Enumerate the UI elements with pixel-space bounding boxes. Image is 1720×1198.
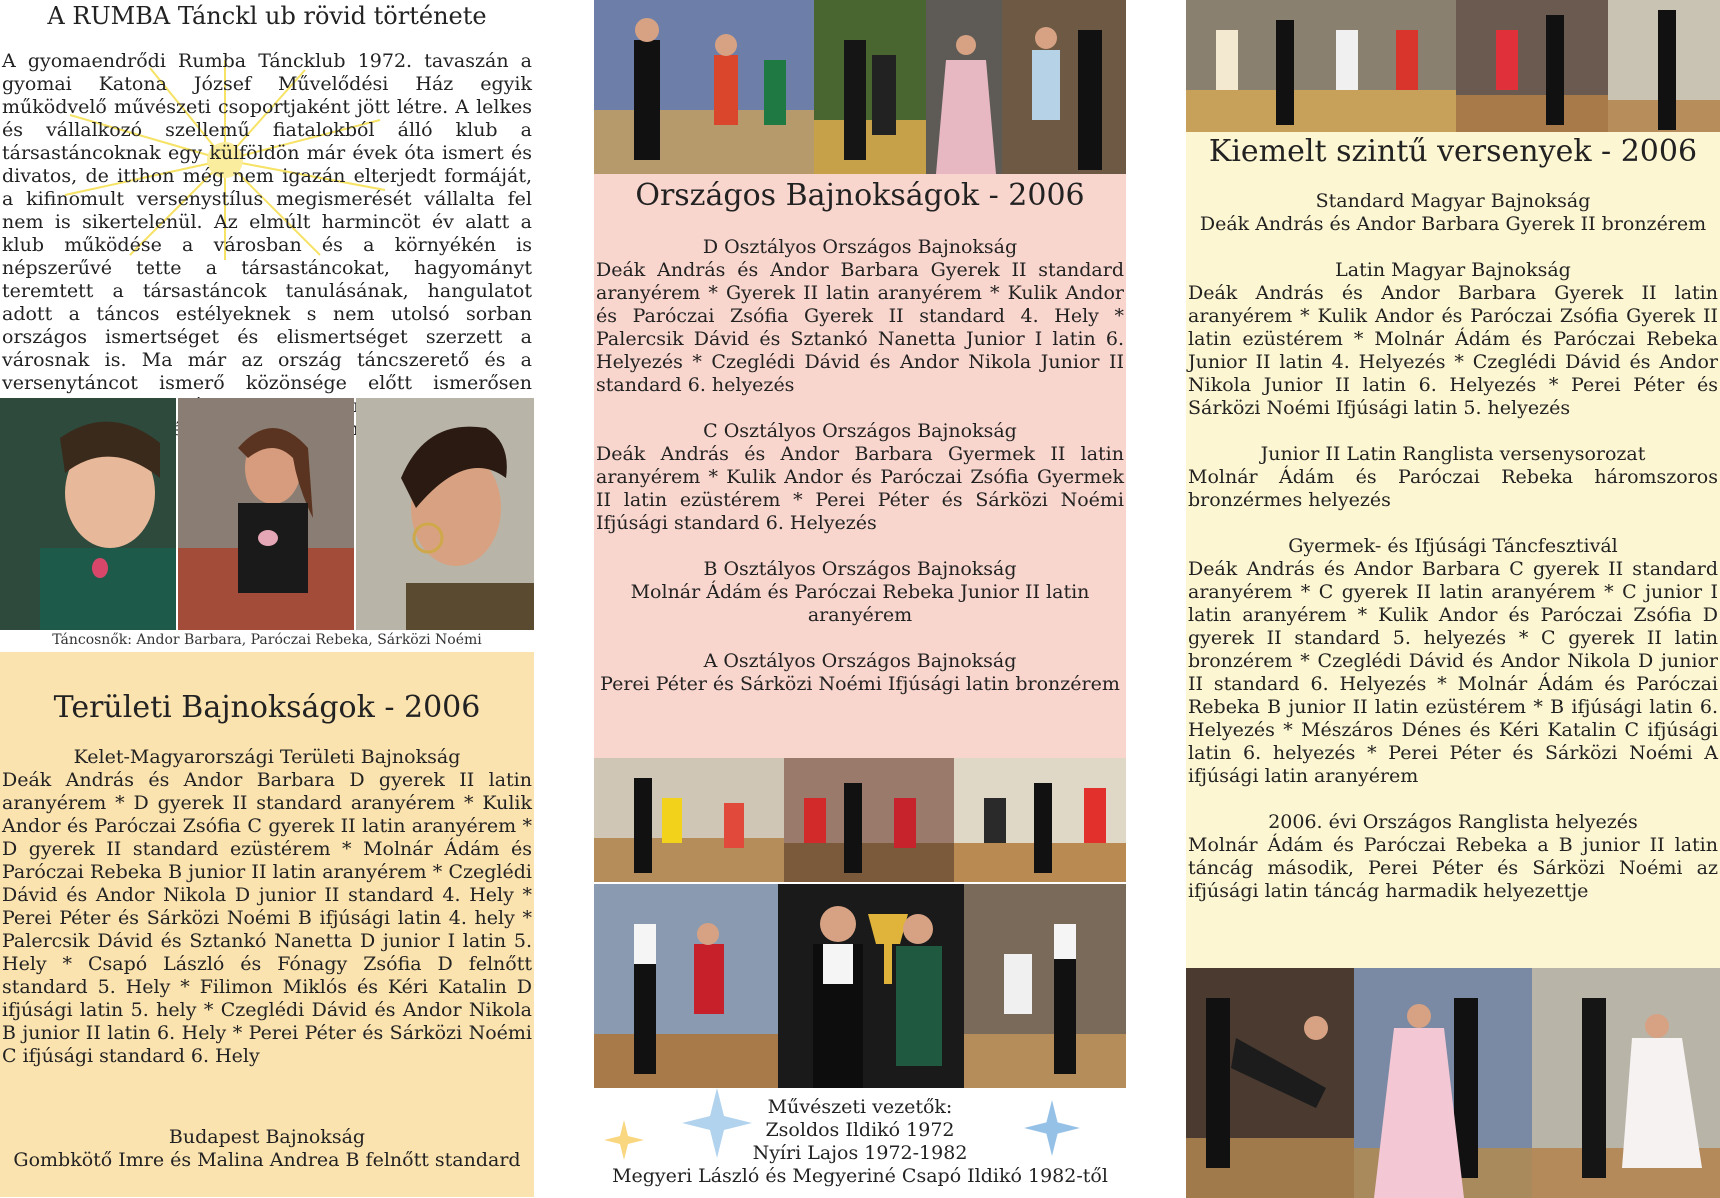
column-club-history — [0, 0, 534, 1182]
leader-item: Nyíri Lajos 1972-1982 — [752, 1142, 968, 1164]
photo-hall-couple-1 — [594, 758, 784, 882]
premier-title: Kiemelt szintű versenyek - 2006 — [1208, 134, 1698, 169]
section-heading: D Osztályos Országos Bajnokság — [702, 236, 1018, 258]
section-text: Molnár Ádám és Paróczai Rebeka Junior II latin aranyérem — [630, 581, 1090, 626]
photo-competition-1 — [1186, 0, 1456, 132]
section-heading: 2006. évi Országos Ranglista helyezés — [1268, 811, 1638, 833]
section-heading: C Osztályos Országos Bajnokság — [703, 420, 1017, 442]
portrait-sarkozi-noemi — [356, 398, 534, 630]
photo-standard-couple — [814, 0, 926, 174]
standard-hungarian-championship — [1186, 190, 1720, 236]
section-text: Deák András és Andor Barbara Gyermek II latin aranyérem * Kulik Andor és Paróczai Zsófia Gyermek II latin ezüstérem * Perei Péter és Sárközi Noémi Ifjúsági standard 6. Helyezés — [596, 443, 1124, 534]
premier-sections — [1186, 190, 1720, 903]
junior-latin-ranking-series — [1186, 443, 1720, 512]
photo-latin-children — [594, 884, 778, 1088]
national-championships-box — [594, 174, 1126, 758]
photo-caption: Táncosnők: Andor Barbara, Paróczai Rebeka, Sárközi Noémi — [52, 632, 482, 648]
section-heading: Gyermek- és Ifjúsági Táncfesztivál — [1288, 535, 1618, 557]
competition-photo-strip-bottom — [1186, 968, 1720, 1198]
section-text: Perei Péter és Sárközi Noémi Ifjúsági latin bronzérem — [600, 673, 1120, 695]
national-title: Országos Bajnokságok - 2006 — [635, 178, 1085, 213]
photo-latin-dip — [1186, 968, 1354, 1198]
photo-trophy-children — [778, 884, 964, 1088]
section-text: Gombkötő Imre és Malina Andrea B felnőtt standard — [13, 1149, 521, 1171]
ballroom-photo-strip-bottom — [594, 884, 1126, 1088]
budapest-section — [0, 1126, 534, 1172]
photo-standard-children — [964, 884, 1126, 1088]
east-hungary-section — [0, 746, 534, 1068]
photo-competition-2 — [1456, 0, 1608, 132]
section-text: Deák András és Andor Barbara Gyerek II bronzérem — [1199, 213, 1707, 235]
section-heading: Kelet-Magyarországi Területi Bajnokság — [73, 746, 461, 768]
section-text: Deák András és Andor Barbara C gyerek II standard aranyérem * C gyerek II latin aranyérem * C junior I latin aranyérem * Kulik Andor és Paróczai Zsófia D gyerek II standard 5. helyezés * C gyerek II latin bronzérem * Czeglédi Dávid és Andor Nikola D junior II standard 6. Helyezés * Molnár Ádám és Paróczai Rebeka B junior II latin ezüstérem * B ifjúsági latin 6. Helyezés * Mészáros Dénes és Kéri Katalin C ifjúsági latin 6. helyezés * Perei Péter és Sárközi Noémi A ifjúsági latin aranyérem — [1188, 558, 1718, 787]
d-class-section — [594, 236, 1126, 397]
section-heading: Standard Magyar Bajnokság — [1315, 190, 1591, 212]
leaders-heading: Művészeti vezetők: — [767, 1096, 953, 1118]
competition-photo-strip-top — [1186, 0, 1720, 132]
leader-item: Zsoldos Ildikó 1972 — [765, 1119, 955, 1141]
photo-hall-couple-3 — [954, 758, 1126, 882]
regional-title: Területi Bajnokságok - 2006 — [53, 690, 481, 725]
photo-latin-girl — [1002, 0, 1126, 174]
photo-ballgown-couple — [926, 0, 1002, 174]
ballroom-photo-strip-top — [594, 0, 1126, 174]
section-text: Deák András és Andor Barbara D gyerek II latin aranyérem * D gyerek II standard aranyérem * Kulik Andor és Paróczai Zsófia C gyerek II latin aranyérem * D gyerek II standard ezüstérem * Molnár Ádám és Paróczai Rebeka B junior II latin aranyérem * Czeglédi Dávid és Andor Nikola D junior II standard 4. Hely * Perei Péter és Sárközi Noémi B ifjúsági latin 4. hely * Palercsik Dávid és Sztankó Nanetta D junior I latin 5. Hely * Csapó László és Fónagy Zsófia D felnőtt standard 5. Hely * Filimon Miklós és Kéri Katalin D ifjúsági latin 5. hely * Czeglédi Dávid és Andor Nikola B junior II latin 6. Hely * Perei Péter és Sárközi Noémi C ifjúsági standard 6. Hely — [2, 769, 532, 1067]
section-heading: Junior II Latin Ranglista versenysorozat — [1260, 443, 1646, 465]
national-sections — [594, 236, 1126, 696]
national-ranking-2006 — [1186, 811, 1720, 903]
column-premier-competitions — [1186, 0, 1720, 1182]
column-national-championships — [594, 0, 1126, 1187]
a-class-section — [594, 650, 1126, 696]
artistic-leaders — [594, 1096, 1126, 1188]
c-class-section — [594, 420, 1126, 535]
photo-hall-couple-2 — [784, 758, 954, 882]
photo-white-dress-couple — [1532, 968, 1720, 1198]
photo-competition-3 — [1608, 0, 1720, 132]
photo-latin-couple — [594, 0, 814, 174]
b-class-section — [594, 558, 1126, 627]
section-text: Deák András és Andor Barbara Gyerek II latin aranyérem * Kulik Andor és Paróczai Zsófia Gyerek II latin ezüstérem * Molnár Ádám és Paróczai Rebeka Junior II latin 4. Helyezés * Czeglédi Dávid és Andor Nikola Junior II latin 6. Helyezés * Perei Péter és Sárközi Noémi Ifjúsági latin 5. helyezés — [1188, 282, 1718, 419]
leader-item: Megyeri László és Megyeriné Csapó Ildikó 1982-től — [612, 1165, 1108, 1187]
portrait-paroczai-rebeka — [178, 398, 354, 630]
section-heading: Budapest Bajnokság — [168, 1126, 366, 1148]
section-text: Molnár Ádám és Paróczai Rebeka a B junior II latin táncág második, Perei Péter és Sárközi Noémi az ifjúsági latin táncág harmadik helyezettje — [1188, 834, 1718, 902]
latin-hungarian-championship — [1186, 259, 1720, 420]
section-heading: Latin Magyar Bajnokság — [1335, 259, 1571, 281]
dancers-photo-strip — [0, 398, 534, 630]
portrait-andor-barbara — [0, 398, 176, 630]
section-heading: A Osztályos Országos Bajnokság — [703, 650, 1017, 672]
youth-dance-festival — [1186, 535, 1720, 788]
section-text: Deák András és Andor Barbara Gyerek II standard aranyérem * Gyerek II latin aranyérem * Kulik Andor és Paróczai Zsófia Gyerek II standard 4. Hely * Palercsik Dávid és Sztankó Nanetta Junior I latin 6. Helyezés * Czeglédi Dávid és Andor Nikola Junior II standard 6. helyezés — [596, 259, 1124, 396]
section-text: Molnár Ádám és Paróczai Rebeka háromszoros bronzérmes helyezés — [1188, 466, 1718, 511]
section-heading: B Osztályos Országos Bajnokság — [703, 558, 1017, 580]
history-title: A RUMBA Tánckl ub rövid története — [47, 2, 487, 30]
ballroom-photo-strip-middle — [594, 758, 1126, 882]
history-paragraph: A gyomaendrődi Rumba Táncklub 1972. tavaszán a gyomai Katona József Művelődési Ház egyik működvelő művészeti csoportjaként jött létre. A lelkes és vállalkozó szellemű fiatalokból álló klub a társastáncoknak egy külföldön már évek óta ismert és divatos, de itthon még nem igazán elterjedt formáját, a kifinomult versenystílus megismerését vállalta fel nem is sikertelenül. Az elmúlt harmincöt év alatt a klub működése a városban és a környékén is népszerűvé tette a társastáncokat, hagyományt teremtett a társastáncok tanulásának, hangulatot adott a táncos estélyeknek s nem utolsó sorban országos ismertséget és elismertséget szerzett a városnak is. Ma már az ország táncszerető és a versenytáncot ismerő közönsége előtt ismerősen elért — [2, 50, 532, 440]
regional-championships-box — [0, 652, 534, 1197]
history-text-block — [0, 50, 534, 441]
photo-standard-pink-gown — [1354, 968, 1532, 1198]
